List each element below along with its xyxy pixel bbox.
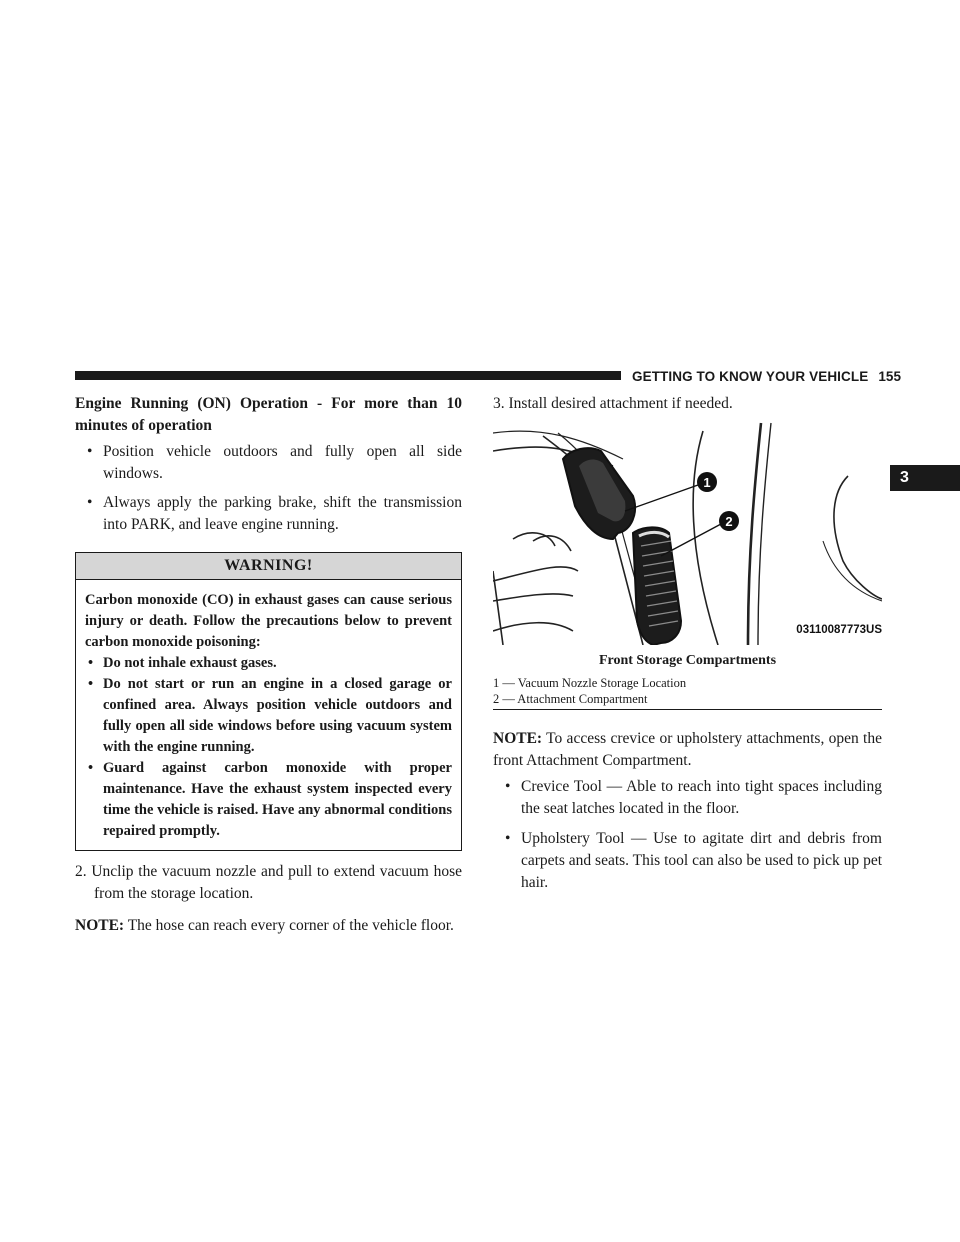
note-text: To access crevice or upholstery attachments, open the front Attachment Compartment. <box>493 730 882 769</box>
legend-item: 1 — Vacuum Nozzle Storage Location <box>493 676 687 690</box>
right-column <box>493 393 882 902</box>
note <box>75 915 462 937</box>
list-item: • Always apply the parking brake, shift the transmission into PARK, and leave engine running. <box>87 494 462 533</box>
storage-compartment-figure <box>493 421 882 645</box>
warning-title: WARNING! <box>76 553 461 580</box>
left-column <box>75 393 462 937</box>
section-title: GETTING TO KNOW YOUR VEHICLE <box>632 369 869 384</box>
warning-list <box>85 653 452 842</box>
list-item: • Guard against carbon monoxide with proper maintenance. Have the exhaust system inspected every time the vehicle is raised. Have any abnormal conditions repaired promptly. <box>88 760 452 839</box>
note <box>493 728 882 772</box>
callout-2: 2 <box>725 514 733 529</box>
step-2: 2. Unclip the vacuum nozzle and pull to extend vacuum hose from the storage location. <box>75 863 462 902</box>
header-rule <box>75 371 621 380</box>
image-code: 03110087773US <box>796 624 882 636</box>
attachment-list <box>493 776 882 894</box>
note-label: NOTE: <box>493 730 543 747</box>
legend-item: 2 — Attachment Compartment <box>493 692 648 706</box>
list-item: • Do not inhale exhaust gases. <box>88 655 277 671</box>
figure-legend <box>493 675 882 710</box>
list-item: • Crevice Tool — Able to reach into tight spaces including the seat latches located in the floor. <box>505 778 882 817</box>
figure-illustration <box>493 421 882 645</box>
list-item: • Upholstery Tool — Use to agitate dirt and debris from carpets and seats. This tool can also be used to pick up pet hair. <box>505 830 882 891</box>
list-item: • Do not start or run an engine in a closed garage or confined area. Always position vehicle outdoors and fully open all side windows before using vacuum system with the engine running. <box>88 676 452 755</box>
note-text: The hose can reach every corner of the vehicle floor. <box>127 917 454 934</box>
step-3: 3. Install desired attachment if needed. <box>493 395 733 412</box>
warning-intro: Carbon monoxide (CO) in exhaust gases can cause serious injury or death. Follow the precautions below to prevent carbon monoxide poisoning: <box>85 592 452 650</box>
callout-1: 1 <box>703 475 711 490</box>
warning-body <box>76 580 461 850</box>
running-header <box>632 369 901 384</box>
note-label: NOTE: <box>75 917 125 934</box>
chapter-tab[interactable]: 3 <box>890 465 960 491</box>
precaution-list <box>75 441 462 536</box>
sub-heading: Engine Running (ON) Operation - For more than 10 minutes of operation <box>75 395 462 434</box>
warning-box <box>75 552 462 851</box>
figure-caption: Front Storage Compartments <box>598 653 777 668</box>
list-item: • Position vehicle outdoors and fully open all side windows. <box>87 443 462 482</box>
page-number: 155 <box>878 369 902 384</box>
